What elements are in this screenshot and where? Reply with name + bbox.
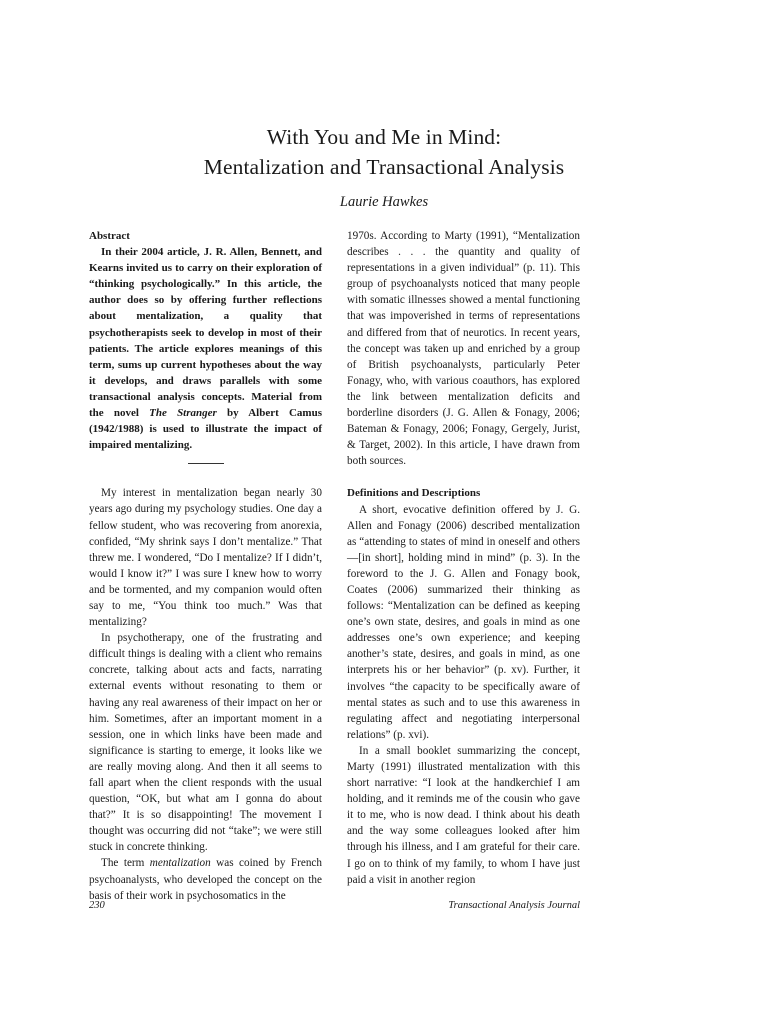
body-text: was coined by French psychoanalysts, who developed the concept on the basis of their work in psychosomatics in the <box>89 857 322 902</box>
abstract-text-part2: by Albert Camus (1942/1988) is used to illustrate the impact of impaired mentalizing. <box>89 407 322 452</box>
body-paragraph: My interest in mentalization began nearly 30 years ago during my psychology studies. One day a fellow student, who was recovering from anorexia, confided, “My shrink says I don’t mentalize.” That threw me. I wondered, “Do I mentalize? If I didn’t, would I know it?” I was sure I knew how to worry and be tormented, and my companion would often say to me, “You think too much.” Was that mentalizing? <box>89 487 322 629</box>
journal-name: Transactional Analysis Journal <box>448 900 580 911</box>
body-paragraph: In a small booklet summarizing the concept, Marty (1991) illustrated mentalization with this short narrative: “I look at the handkerchief I am holding, and it reminds me of the cousin who gave it to me, who is now dead. I think about his death and the way some colleagues looked after him through his illness, and I am grateful for their care. I go on to think of my family, to whom I have just paid a visit in another region <box>347 744 580 886</box>
body-paragraph <box>89 855 322 903</box>
body-italic-term: mentalization <box>149 857 211 870</box>
abstract-heading: Abstract <box>89 230 130 242</box>
body-paragraph: A short, evocative definition offered by J. G. Allen and Fonagy (2006) described mentalization as “attending to states of mind in oneself and others—[in short], holding mind in mind” (p. 3). In the foreword to the J. G. Allen and Fonagy book, Coates (2006) summarized their thinking as follows: “Mentalization can be defined as keeping one’s own state, desires, and goals in mind as one addresses one’s own experience; and keeping another’s state, desires, and goals in mind, as one interprets his or her behavior” (p. xv). Further, it involves “the capacity to be specifically aware of mental states as such and to use this awareness in regulating affect and negotiating interpersonal relations” (p. xvi). <box>347 503 580 741</box>
title-line-1: With You and Me in Mind: <box>266 125 502 149</box>
right-column <box>347 228 580 888</box>
article-title <box>0 122 768 182</box>
body-paragraph: In psychotherapy, one of the frustrating and difficult things is dealing with a client who remains concrete, talking about acts and facts, narrating external events without resonating to them or having any real awareness of their impact on her or him. Sometimes, after an important moment in a session, one in which links have been made and significance is starting to emerge, it looks like we are really moving along. And then it all seems to fall apart when the client responds with the usual question, “OK, but what am I gonna do about that?” It is so disappointing! The movement I thought was occurring did not “take”; we were still stuck in concrete thinking. <box>89 632 322 854</box>
title-line-2: Mentalization and Transactional Analysis <box>203 155 565 179</box>
section-divider <box>89 455 322 471</box>
abstract-text <box>89 244 322 453</box>
abstract-book-title: The Stranger <box>149 407 217 420</box>
abstract-text-part1: In their 2004 article, J. R. Allen, Bennett, and Kearns invited us to carry on their exploration of “thinking psychologically.” In this article, the author does so by offering further reflections about mentalization, a quality that psychotherapists seek to develop in most of their patients. The article explores meanings of this term, sums up current hypotheses about the way it develops, and draws parallels with some transactional analysis concepts. Material from the novel <box>89 246 322 420</box>
body-paragraph: 1970s. According to Marty (1991), “Mentalization describes . . . the quantity and quality of representations in a given individual” (p. 11). This group of psychoanalysts noticed that many people with somatic illnesses showed a mental functioning that was impoverished in terms of representations and differed from that of neurotics. In recent years, the concept was taken up and enriched by a group of British psychoanalysts, particularly Peter Fonagy, who, with various coauthors, has explored the link between mentalization deficits and borderline disorders (J. G. Allen & Fonagy, 2006; Bateman & Fonagy, 2006; Fonagy, Gergely, Jurist, & Target, 2002). In this article, I have drawn from both sources. <box>347 230 580 468</box>
body-text: The term <box>101 857 150 870</box>
page-number: 230 <box>89 900 105 911</box>
author-name: Laurie Hawkes <box>339 194 429 210</box>
section-heading: Definitions and Descriptions <box>347 487 481 500</box>
left-column <box>89 228 322 904</box>
